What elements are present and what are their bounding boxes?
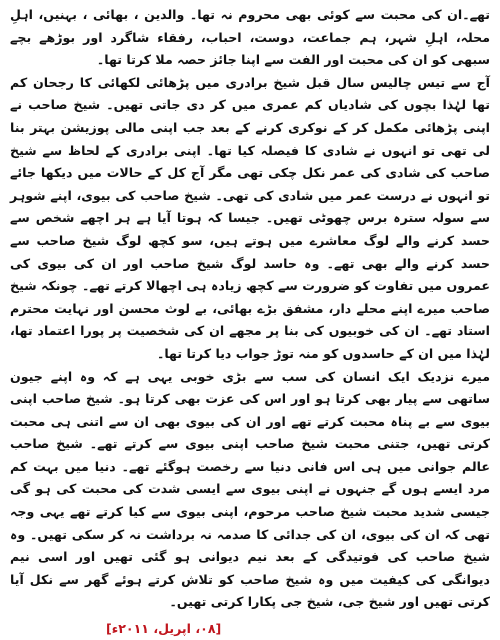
paragraph-2: آج سے تیس چالیس سال قبل شیخ برادری میں پڑھائی لکھائی کا رجحان کم تھا لہٰذا بچوں کی شادیاں کم عمری میں کر دی جاتی تھیں۔ شیخ صاحب نے اپنی پڑھائی مکمل کر کے نوکری کرنے کے بعد جب اپنی مالی پوزیشن بہتر بنا لی تھی تو انہوں نے شادی کا فیصلہ کیا تھا۔ اپنی برادری کے لحاظ سے شیخ صاحب کی شادی کی عمر نکل چکی تھی مگر آج کل کے حالات میں دیکھا جائے تو انہوں نے درست عمر میں شادی کی تھی۔ شیخ صاحب کی بیوی، اپنے شوہر سے سولہ سترہ برس چھوٹی تھیں۔ جیسا کہ ہوتا آیا ہے ہر اچھے شخص سے حسد کرنے والے لوگ معاشرے میں ہوتے ہیں، سو کچھ لوگ شیخ صاحب سے حسد کرنے والے بھی تھے۔ وہ حاسد لوگ شیخ صاحب اور ان کی بیوی کی عمروں میں تفاوت کو ضرورت سے کچھ زیادہ ہی اچھالا کرتے تھے۔ چونکہ شیخ صاحب میرے اپنے محلے دار، مشفق بڑے بھائی، بے لوث محسن اور نہایت محترم استاد تھے۔ ان کی خوبیوں کی بنا پر مجھے ان کی شخصیت پر پورا اعتماد تھا، لہٰذا میں ان کے حاسدوں کو منہ توڑ جواب دیا کرتا تھا۔ bbox=[10, 74, 490, 361]
paragraph-1: تھے۔ان کی محبت سے کوئی بھی محروم نہ تھا۔ والدین ، بھائی ، بہنیں، اہلِ محلہ، اہلِ شہر، ہم جماعت، دوست، احباب، رفقاء شاگرد اور بوڑھے بچے سبھی کو ان کی محبت اور الفت سے اپنا جائز حصہ ملا کرتا تھا۔ bbox=[10, 7, 490, 68]
publication-date: [۰۸، اپریل، ۲۰۱۱ء] bbox=[106, 621, 222, 637]
paragraph-3: میرے نزدیک ایک انسان کی سب سے بڑی خوبی یہی ہے کہ وہ اپنے جیون ساتھی سے پیار بھی کرتا ہو اور اس کی عزت بھی کرتا ہو۔ شیخ صاحب اپنی بیوی سے بے پناہ محبت کرتے تھے اور ان کی بیوی بھی ان سے اتنی ہی محبت کرتی تھیں، جتنی محبت شیخ صاحب اپنی بیوی سے کرتے تھے۔ شیخ صاحب عالم جوانی میں ہی اس فانی دنیا سے رخصت ہوگئے تھے۔ دنیا میں بہت کم مرد ایسے ہوں گے جنہوں نے اپنی بیوی سے ایسی شدت کی محبت کی ہو گی جیسی شدید محبت شیخ صاحب مرحوم، اپنی بیوی سے کیا کرتے تھے یہی وجہ تھی کہ ان کی بیوی، ان کی جدائی کا صدمہ نہ برداشت نہ کر سکی تھیں۔ وہ شیخ صاحب کی فوتیدگی کے بعد نیم دیوانی ہو گئی تھیں اور اسی نیم دیوانگی کی کیفیت میں وہ شیخ صاحب کو تلاش کرتے ہوئے گھر سے نکل آیا کرتی تھیں اور شیخ جی، شیخ جی پکارا کرتی تھیں۔ bbox=[10, 368, 490, 610]
date-line bbox=[10, 618, 490, 640]
article-body bbox=[10, 4, 490, 614]
